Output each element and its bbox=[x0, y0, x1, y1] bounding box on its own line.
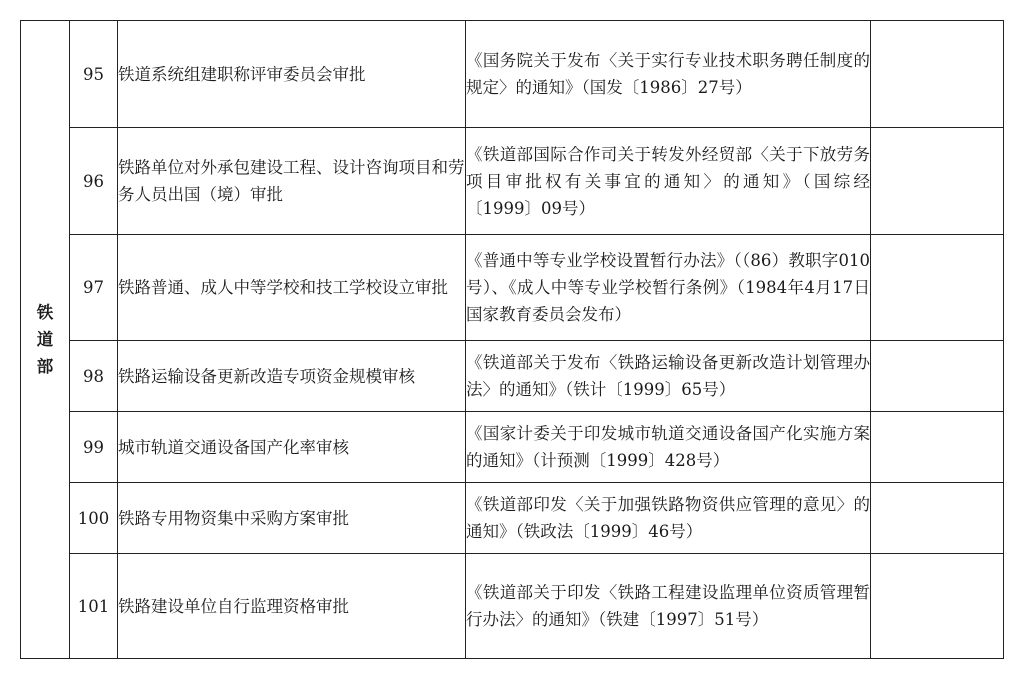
row-number: 99 bbox=[70, 412, 118, 483]
department-char: 部 bbox=[36, 357, 54, 376]
table-row bbox=[21, 21, 1004, 128]
table-row bbox=[21, 483, 1004, 554]
legal-basis: 《铁道部国际合作司关于转发外经贸部〈关于下放劳务项目审批权有关事宜的通知〉的通知》（国综经〔1999〕09号） bbox=[466, 128, 871, 235]
item-name: 城市轨道交通设备国产化率审核 bbox=[118, 412, 466, 483]
table-row bbox=[21, 412, 1004, 483]
item-name: 铁路普通、成人中等学校和技工学校设立审批 bbox=[118, 235, 466, 341]
row-number: 100 bbox=[70, 483, 118, 554]
row-number: 98 bbox=[70, 341, 118, 412]
legal-basis: 《铁道部印发〈关于加强铁路物资供应管理的意见〉的通知》（铁政法〔1999〕46号） bbox=[466, 483, 871, 554]
department-cell bbox=[21, 21, 70, 659]
legal-basis: 《国家计委关于印发城市轨道交通设备国产化实施方案的通知》（计预测〔1999〕428号） bbox=[466, 412, 871, 483]
item-name: 铁道系统组建职称评审委员会审批 bbox=[118, 21, 466, 128]
department-char: 铁 bbox=[36, 303, 54, 322]
item-name: 铁路建设单位自行监理资格审批 bbox=[118, 554, 466, 659]
note-cell bbox=[871, 554, 1004, 659]
note-cell bbox=[871, 21, 1004, 128]
approval-items-table bbox=[20, 20, 1004, 659]
note-cell bbox=[871, 483, 1004, 554]
table-row bbox=[21, 128, 1004, 235]
row-number: 97 bbox=[70, 235, 118, 341]
note-cell bbox=[871, 412, 1004, 483]
legal-basis: 《普通中等专业学校设置暂行办法》（（86）教职字010号）、《成人中等专业学校暂行条例》（1984年4月17日国家教育委员会发布） bbox=[466, 235, 871, 341]
department-char: 道 bbox=[36, 330, 54, 349]
legal-basis: 《铁道部关于发布〈铁路运输设备更新改造计划管理办法〉的通知》（铁计〔1999〕65号） bbox=[466, 341, 871, 412]
row-number: 95 bbox=[70, 21, 118, 128]
table-row bbox=[21, 235, 1004, 341]
note-cell bbox=[871, 341, 1004, 412]
legal-basis: 《国务院关于发布〈关于实行专业技术职务聘任制度的规定〉的通知》（国发〔1986〕27号） bbox=[466, 21, 871, 128]
table-row bbox=[21, 554, 1004, 659]
row-number: 96 bbox=[70, 128, 118, 235]
item-name: 铁路专用物资集中采购方案审批 bbox=[118, 483, 466, 554]
item-name: 铁路运输设备更新改造专项资金规模审核 bbox=[118, 341, 466, 412]
legal-basis: 《铁道部关于印发〈铁路工程建设监理单位资质管理暂行办法〉的通知》（铁建〔1997〕51号） bbox=[466, 554, 871, 659]
item-name: 铁路单位对外承包建设工程、设计咨询项目和劳务人员出国（境）审批 bbox=[118, 128, 466, 235]
note-cell bbox=[871, 128, 1004, 235]
row-number: 101 bbox=[70, 554, 118, 659]
note-cell bbox=[871, 235, 1004, 341]
table-row bbox=[21, 341, 1004, 412]
